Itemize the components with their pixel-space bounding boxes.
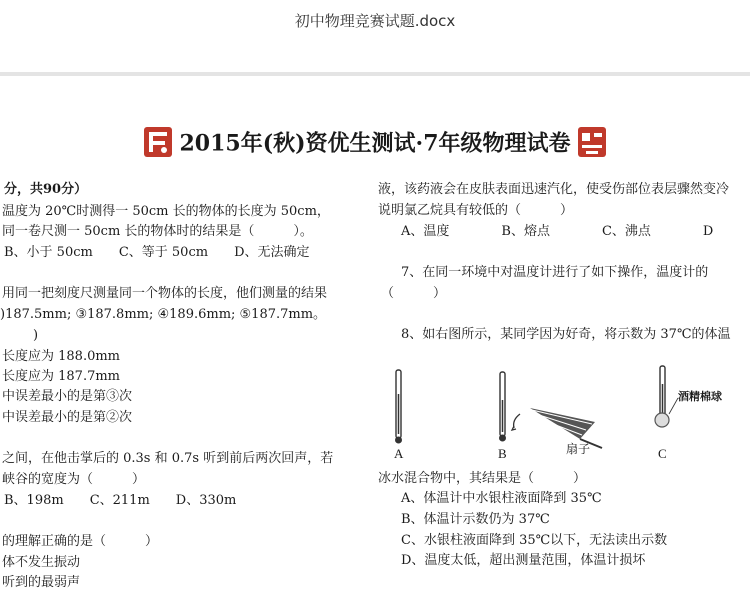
figure-label-b: B	[498, 446, 507, 461]
left-option-line: 中误差最小的是第②次	[2, 410, 133, 425]
right-text-line: 液，该药液会在皮肤表面迅速汽化，使受伤部位表层骤然变冷	[378, 182, 730, 197]
left-options-line: B、小于 50cm C、等于 50cm D、无法确定	[4, 245, 310, 260]
left-text-line: 温度为 20℃时测得一 50cm 长的物体的长度为 50cm，	[2, 204, 330, 219]
title-bar	[0, 0, 750, 72]
left-text-line: 同一卷尺测一 50cm 长的物体时的结果是（ ）。	[2, 224, 313, 239]
right-option-line: A、体温计中水银柱液面降到 35℃	[401, 491, 602, 506]
section-header: 分，共90分）	[4, 182, 88, 197]
question-7-text: 7、在同一环境中对温度计进行了如下操作，温度计的	[401, 265, 709, 280]
right-options-line: A、温度 B、熔点 C、沸点 D	[401, 224, 714, 239]
exam-title	[0, 126, 750, 158]
thermometer-figure	[380, 364, 750, 464]
left-option-line: 长度应为 188.0mm	[2, 349, 121, 364]
seal-stamp-icon-right	[577, 126, 607, 158]
left-options-line: B、198m C、211m D、330m	[4, 493, 237, 508]
left-text-line: 之间，在他击掌后的 0.3s 和 0.7s 听到前后两次回声，若	[2, 451, 334, 466]
thermometer-illustration	[380, 364, 750, 464]
cotton-ball-label: 酒精棉球	[678, 391, 722, 403]
figure-label-a: A	[394, 446, 404, 461]
document-page	[0, 76, 750, 590]
right-option-line: B、体温计示数仍为 37℃	[401, 512, 550, 527]
right-option-line: D、温度太低，超出测量范围，体温计损坏	[401, 553, 646, 568]
left-option-line: 中误差最小的是第③次	[2, 389, 133, 404]
seal-stamp-icon-left	[143, 126, 173, 158]
left-text-line: )187.5mm; ③187.8mm; ④189.6mm; ⑤187.7mm。	[0, 307, 327, 322]
left-text-line: 峡谷的宽度为（ ）	[2, 472, 146, 487]
fan-label: 扇子	[566, 442, 591, 456]
right-option-line: C、水银柱液面降到 35℃以下，无法读出示数	[401, 533, 668, 548]
left-option-line: 体不发生振动	[2, 555, 81, 570]
exam-title-text: 2015年(秋)资优生测试·7年级物理试卷	[179, 130, 571, 157]
figure-label-c: C	[658, 446, 667, 461]
question-8-text: 8、如右图所示，某同学因为好奇，将示数为 37℃的体温	[401, 327, 731, 342]
right-text-line: 说明氯乙烷具有较低的（ ）	[378, 203, 574, 218]
document-filename: 初中物理竞赛试题.docx	[294, 12, 456, 30]
left-option-line: 长度应为 187.7mm	[2, 369, 121, 384]
left-option-line: 听到的最弱声	[2, 575, 81, 590]
left-text-line: )	[20, 328, 39, 343]
left-text-line: 的理解正确的是（ ）	[2, 534, 159, 549]
right-text-line: （ ）	[381, 286, 447, 301]
left-text-line: 用同一把刻度尺测量同一个物体的长度，他们测量的结果	[2, 286, 328, 301]
right-text-line: 冰水混合物中，其结果是（ ）	[378, 471, 587, 486]
